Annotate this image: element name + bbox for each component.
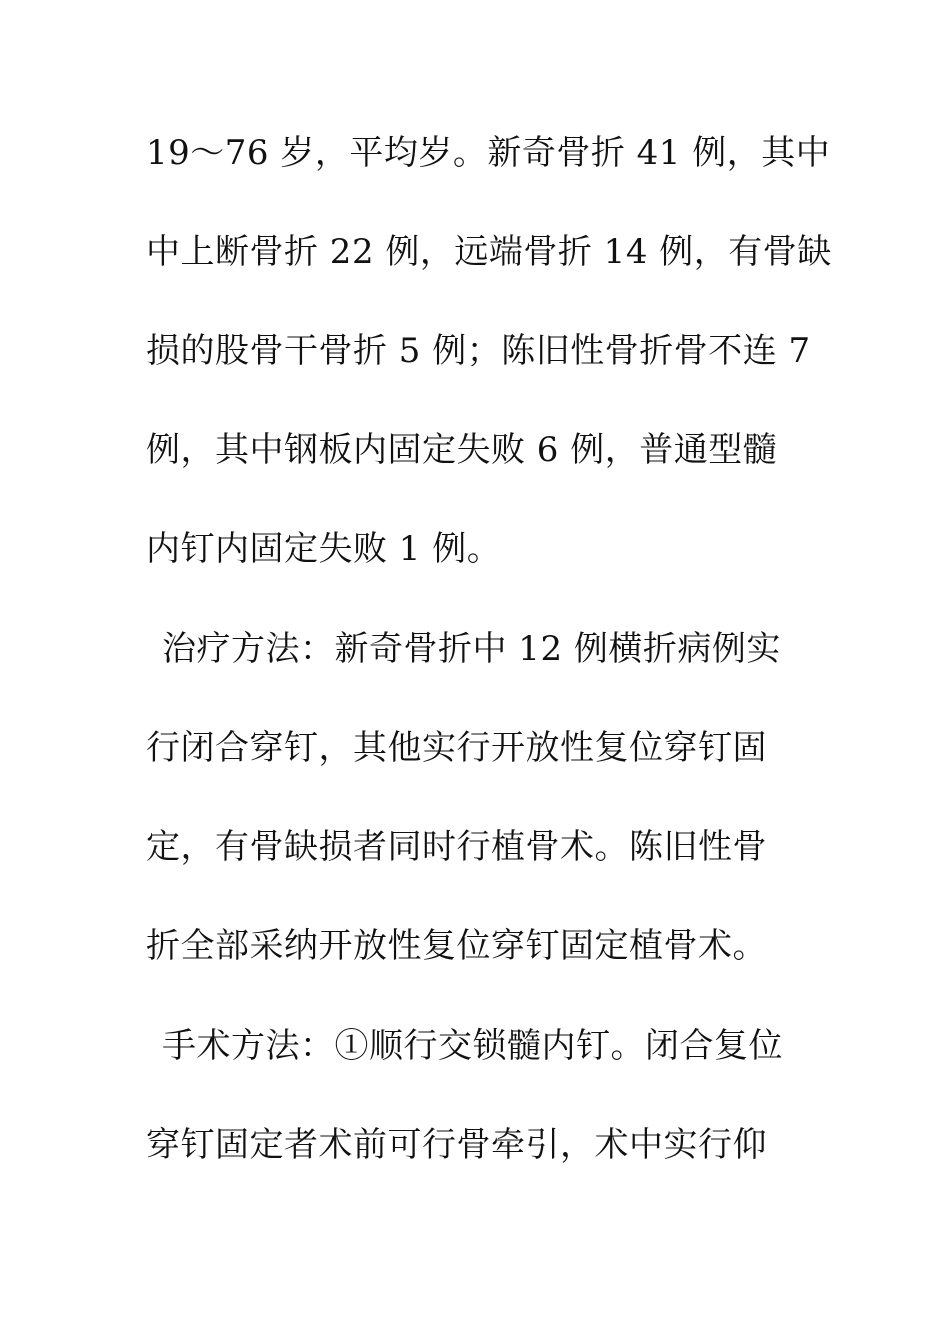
text-line: 折全部采纳开放性复位穿钉固定植骨术。 xyxy=(146,926,767,966)
text-line: 中上断骨折 22 例，远端骨折 14 例，有骨缺 xyxy=(146,232,832,272)
text-line: 损的股骨干骨折 5 例；陈旧性骨折骨不连 7 xyxy=(146,331,811,371)
paragraph-treatment-start: 治疗方法：新奇骨折中 12 例横折病例实 xyxy=(162,629,781,669)
paragraph-surgery-start: 手术方法：①顺行交锁髓内钉。闭合复位 xyxy=(162,1026,783,1066)
text-line: 穿钉固定者术前可行骨牵引，术中实行仰 xyxy=(146,1125,767,1165)
text-line: 19～76 岁，平均岁。新奇骨折 41 例，其中 xyxy=(146,133,831,173)
text-line: 行闭合穿钉，其他实行开放性复位穿钉固 xyxy=(146,728,767,768)
text-line: 内钉内固定失败 1 例。 xyxy=(146,529,502,569)
text-line: 例，其中钢板内固定失败 6 例，普通型髓 xyxy=(146,430,778,470)
text-line: 定，有骨缺损者同时行植骨术。陈旧性骨 xyxy=(146,827,767,867)
